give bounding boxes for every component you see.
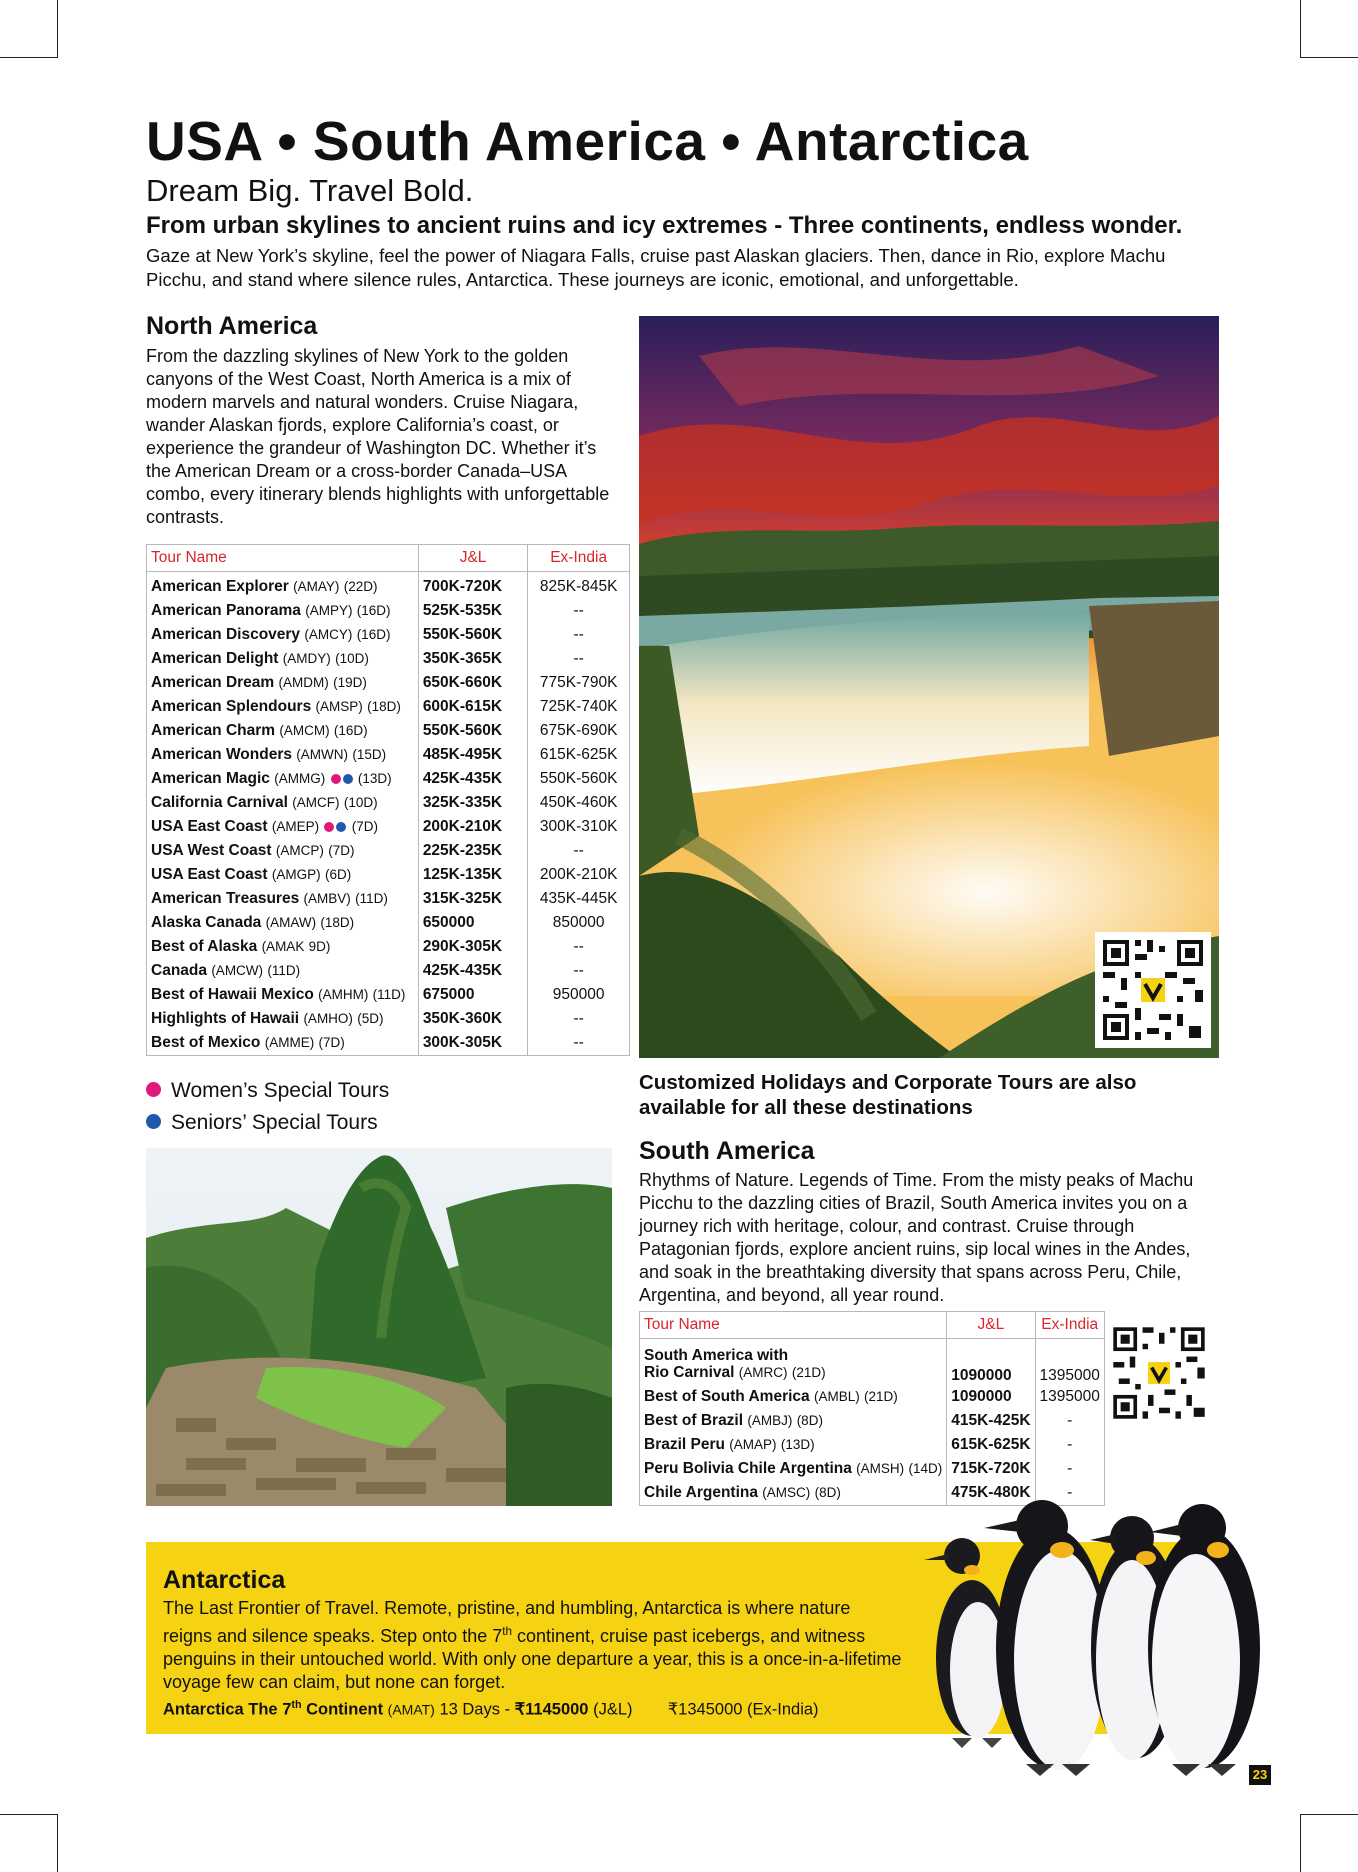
column-header: J&L xyxy=(947,1312,1035,1339)
tour-name-cell xyxy=(147,887,419,911)
crop-mark xyxy=(1300,1814,1301,1872)
tour-days: (19D) xyxy=(333,675,367,690)
north-america-heading: North America xyxy=(146,312,318,340)
tour-name-cell xyxy=(147,623,419,647)
qr-code-icon xyxy=(1095,932,1211,1048)
tour-name-cell xyxy=(147,983,419,1007)
tour-days: (14D) xyxy=(908,1461,943,1476)
ex-india-price-cell: - xyxy=(1035,1409,1104,1433)
table-row xyxy=(147,887,630,911)
ex-india-price-cell: -- xyxy=(528,599,630,623)
ex-india-price-cell: 450K-460K xyxy=(528,791,630,815)
tour-code: (AMCW) xyxy=(211,963,264,978)
crop-mark xyxy=(0,1814,58,1815)
tagline: Dream Big. Travel Bold. xyxy=(146,173,474,208)
tour-days: 13 Days - xyxy=(439,1700,511,1719)
tour-days: (7D) xyxy=(318,1035,345,1050)
tour-code: (AMBJ) xyxy=(747,1413,793,1428)
tour-code: (AMHM) xyxy=(318,987,369,1002)
antarctica-text: The Last Frontier of Travel. Remote, pristine, and humbling, Antarctica is where nature reigns and silence speaks. Step onto the 7 xyxy=(163,1598,851,1646)
tour-name-cell xyxy=(147,743,419,767)
tour-name: American Delight xyxy=(151,650,279,667)
qr-code-south-america[interactable] xyxy=(1106,1320,1212,1426)
tour-name-cell xyxy=(640,1433,947,1457)
antarctica-text: continent, cruise past icebergs, and witness penguins in their untouched world. With only one departure a year, this is a once-in-a-lifetime voyage few can claim, but none can forget. xyxy=(163,1626,902,1692)
price-label: (J&L) xyxy=(593,1700,633,1719)
tour-name: USA East Coast xyxy=(151,866,268,883)
jl-price-cell: 550K-560K xyxy=(418,719,528,743)
table-row xyxy=(147,671,630,695)
tour-name-cell xyxy=(640,1409,947,1433)
tour-name-line: South America with xyxy=(644,1347,789,1364)
jl-price-cell: 475K-480K xyxy=(947,1481,1035,1506)
seniors-special-dot-icon xyxy=(343,774,353,784)
tour-name: Best of South America xyxy=(644,1388,810,1405)
tour-name-cell xyxy=(147,695,419,719)
tour-days: (11D) xyxy=(267,963,301,978)
jl-price-cell: 700K-720K xyxy=(418,572,528,600)
tour-name-cell xyxy=(147,1031,419,1056)
tour-days: (16D) xyxy=(333,723,368,738)
ex-india-price-cell: 825K-845K xyxy=(528,572,630,600)
ex-india-price-cell: -- xyxy=(528,935,630,959)
tour-code: (AMBV) xyxy=(303,891,351,906)
ex-india-price-cell: -- xyxy=(528,623,630,647)
seniors-special-dot-icon xyxy=(336,822,346,832)
jl-price-cell: 550K-560K xyxy=(418,623,528,647)
tour-code: (AMCM) xyxy=(279,723,330,738)
customized-holidays-note: Customized Holidays and Corporate Tours are also available for all these destinations xyxy=(639,1071,1137,1119)
jl-price-cell: 525K-535K xyxy=(418,599,528,623)
tour-name-cell xyxy=(147,839,419,863)
ex-india-price-cell: - xyxy=(1035,1433,1104,1457)
tour-days: (18D) xyxy=(367,699,401,714)
tour-name: Best of Hawaii Mexico xyxy=(151,986,314,1003)
tour-name-cell xyxy=(147,959,419,983)
tour-name: Peru Bolivia Chile Argentina xyxy=(644,1460,852,1477)
jl-price-cell: 425K-435K xyxy=(418,767,528,791)
tour-name-cell xyxy=(147,647,419,671)
jl-price-cell: 350K-360K xyxy=(418,1007,528,1031)
pink-dot-icon xyxy=(146,1082,161,1097)
tour-code: (AMAK xyxy=(261,939,305,954)
machu-picchu-image xyxy=(146,1148,612,1506)
tour-code: (AMSP) xyxy=(315,699,363,714)
ex-india-price-cell: -- xyxy=(528,959,630,983)
tour-code: (AMCP) xyxy=(275,843,324,858)
ex-india-price-cell: 675K-690K xyxy=(528,719,630,743)
ex-india-price-cell: 615K-625K xyxy=(528,743,630,767)
tour-code: (AMEP) xyxy=(271,819,320,834)
south-america-description: Rhythms of Nature. Legends of Time. From the misty peaks of Machu Picchu to the dazzling cities of Brazil, South America invites you on a journey rich with heritage, colour, and contrast. Cruise through Patagonian fjords, explore ancient ruins, sip local wines in the Andes, and soak in the breathtaking diversity that spans across Peru, Chile, Argentina, and beyond, all year round. xyxy=(639,1170,1194,1305)
south-america-tour-table xyxy=(639,1311,1105,1506)
tour-name: Best of Brazil xyxy=(644,1412,744,1429)
page-title: USA • South America • Antarctica xyxy=(146,110,1029,172)
tour-days: (21D) xyxy=(791,1365,826,1380)
ex-india-price-cell: 775K-790K xyxy=(528,671,630,695)
ex-india-price-cell: 850000 xyxy=(528,911,630,935)
table-row xyxy=(147,815,630,839)
price-jl: ₹1145000 xyxy=(514,1700,589,1719)
jl-price-cell: 650000 xyxy=(418,911,528,935)
jl-price-cell: 485K-495K xyxy=(418,743,528,767)
tour-code: (AMME) xyxy=(264,1035,315,1050)
tour-name: Alaska Canada xyxy=(151,914,262,931)
jl-price-cell: 715K-720K xyxy=(947,1457,1035,1481)
qr-code-north-america[interactable] xyxy=(1095,932,1211,1048)
table-row xyxy=(147,647,630,671)
table-row xyxy=(147,1031,630,1056)
womens-special-dot-icon xyxy=(331,774,341,784)
ex-india-price-cell: -- xyxy=(528,839,630,863)
jl-price-cell: 315K-325K xyxy=(418,887,528,911)
womens-special-dot-icon xyxy=(324,822,334,832)
tour-days: (16D) xyxy=(356,627,391,642)
tour-name-cell xyxy=(640,1385,947,1409)
jl-price-cell: 600K-615K xyxy=(418,695,528,719)
tour-name: Continent xyxy=(301,1700,384,1719)
table-row xyxy=(147,863,630,887)
tour-name: Canada xyxy=(151,962,207,979)
jl-price-cell: 1090000 xyxy=(947,1385,1035,1409)
ex-india-price-cell: -- xyxy=(528,1007,630,1031)
tour-days: (11D) xyxy=(372,987,406,1002)
ex-india-price-cell: -- xyxy=(528,1031,630,1056)
table-row xyxy=(147,911,630,935)
table-row xyxy=(147,599,630,623)
tour-name: Brazil Peru xyxy=(644,1436,725,1453)
tour-name: American Discovery xyxy=(151,626,301,643)
crop-mark xyxy=(1300,57,1358,58)
jl-price-cell: 350K-365K xyxy=(418,647,528,671)
crop-mark xyxy=(0,57,58,58)
jl-price-cell: 650K-660K xyxy=(418,671,528,695)
tour-name: American Splendours xyxy=(151,698,312,715)
jl-price-cell: 425K-435K xyxy=(418,959,528,983)
table-row xyxy=(147,719,630,743)
ex-india-price-cell: 1395000 xyxy=(1035,1385,1104,1409)
table-row xyxy=(147,695,630,719)
antarctica-tour-line xyxy=(163,1694,819,1721)
jl-price-cell: 290K-305K xyxy=(418,935,528,959)
crop-mark xyxy=(1300,1814,1358,1815)
tour-days: (8D) xyxy=(814,1485,841,1500)
tour-name-cell xyxy=(147,863,419,887)
tour-days: (10D) xyxy=(343,795,378,810)
jl-price-cell: 1090000 xyxy=(947,1339,1035,1386)
tour-name-cell xyxy=(147,1007,419,1031)
crop-mark xyxy=(1300,0,1301,58)
tour-name: Antarctica The 7 xyxy=(163,1700,292,1719)
ex-india-price-cell: - xyxy=(1035,1457,1104,1481)
tour-days: (13D) xyxy=(357,771,392,786)
table-row xyxy=(640,1339,1105,1386)
ex-india-price-cell: 1395000 xyxy=(1035,1339,1104,1386)
tour-days: (10D) xyxy=(335,651,369,666)
table-row xyxy=(640,1457,1105,1481)
column-header: J&L xyxy=(418,545,528,572)
tour-name: USA East Coast xyxy=(151,818,268,835)
table-row xyxy=(640,1385,1105,1409)
column-header: Ex-India xyxy=(528,545,630,572)
tour-code: (AMAT) xyxy=(387,1701,435,1718)
tour-code: (AMBL) xyxy=(813,1389,860,1404)
ex-india-price-cell: 550K-560K xyxy=(528,767,630,791)
table-row xyxy=(640,1433,1105,1457)
tour-code: (AMPY) xyxy=(305,603,353,618)
tour-code: (AMWN) xyxy=(296,747,349,762)
tour-name: American Explorer xyxy=(151,578,289,595)
tour-name: American Magic xyxy=(151,770,270,787)
legend-women-label: Women’s Special Tours xyxy=(171,1079,390,1102)
superscript: th xyxy=(502,1625,512,1638)
tour-days: (22D) xyxy=(343,579,378,594)
jl-price-cell: 125K-135K xyxy=(418,863,528,887)
ex-india-price-cell: 725K-740K xyxy=(528,695,630,719)
superscript: th xyxy=(291,1699,302,1711)
legend-women xyxy=(146,1078,389,1104)
table-row xyxy=(147,839,630,863)
tour-name-cell xyxy=(147,599,419,623)
tour-name-cell xyxy=(147,767,419,791)
table-row xyxy=(147,791,630,815)
crop-mark xyxy=(57,1814,58,1872)
tour-name: Best of Alaska xyxy=(151,938,258,955)
tour-name: American Charm xyxy=(151,722,276,739)
price-label: (Ex-India) xyxy=(747,1700,819,1719)
antarctica-description xyxy=(163,1597,903,1694)
tour-name-cell xyxy=(147,911,419,935)
tour-name-cell xyxy=(640,1481,947,1506)
table-header-row xyxy=(640,1312,1105,1339)
table-header-row xyxy=(147,545,630,572)
tour-name-line: Rio Carnival xyxy=(644,1364,735,1381)
tour-code: (AMAW) xyxy=(265,915,317,930)
tour-days: (16D) xyxy=(356,603,391,618)
jl-price-cell: 415K-425K xyxy=(947,1409,1035,1433)
table-row xyxy=(147,623,630,647)
tour-name: American Wonders xyxy=(151,746,292,763)
tour-name-cell xyxy=(147,791,419,815)
qr-code-icon xyxy=(1106,1320,1212,1426)
antarctica-heading: Antarctica xyxy=(163,1566,286,1594)
tour-code: (AMCF) xyxy=(292,795,340,810)
tour-name: Highlights of Hawaii xyxy=(151,1010,300,1027)
subtagline: From urban skylines to ancient ruins and icy extremes - Three continents, endless wonder. xyxy=(146,212,1183,239)
intro-paragraph: Gaze at New York’s skyline, feel the power of Niagara Falls, cruise past Alaskan glaciers. Then, dance in Rio, explore Machu Picchu, and stand where silence rules, Antarctica. These journeys are iconic, emotional, and unforgettable. xyxy=(146,245,1166,290)
tour-name: Best of Mexico xyxy=(151,1034,261,1051)
tour-name-cell xyxy=(147,719,419,743)
table-row xyxy=(147,767,630,791)
tour-code: (AMGP) xyxy=(271,867,321,882)
tour-name: American Dream xyxy=(151,674,275,691)
north-america-tour-table xyxy=(146,544,630,1056)
tour-days: (7D) xyxy=(328,843,355,858)
north-america-description: From the dazzling skylines of New York to the golden canyons of the West Coast, North America is a mix of modern marvels and natural wonders. Cruise Niagara, wander Alaskan fjords, explore California’s coast, or experience the grandeur of Washington DC. Whether it’s the American Dream or a cross-border Canada–USA combo, every itinerary blends highlights with unforgettable contrasts. xyxy=(146,346,610,527)
tour-code: (AMDY) xyxy=(282,651,331,666)
legend-seniors-label: Seniors’ Special Tours xyxy=(171,1111,378,1134)
table-row xyxy=(147,1007,630,1031)
ex-india-price-cell: 950000 xyxy=(528,983,630,1007)
tour-code: (AMCY) xyxy=(304,627,353,642)
tour-code: (AMAY) xyxy=(293,579,340,594)
tour-days: (11D) xyxy=(355,891,388,906)
blue-dot-icon xyxy=(146,1114,161,1129)
tour-name: Chile Argentina xyxy=(644,1484,758,1501)
ex-india-price-cell: - xyxy=(1035,1481,1104,1506)
tour-name-cell xyxy=(147,935,419,959)
tour-code: (AMDM) xyxy=(278,675,329,690)
table-row xyxy=(147,743,630,767)
ex-india-price-cell: 300K-310K xyxy=(528,815,630,839)
tour-days: (13D) xyxy=(780,1437,815,1452)
column-header: Tour Name xyxy=(147,545,419,572)
tour-code: (AMRC) xyxy=(738,1365,788,1380)
jl-price-cell: 615K-625K xyxy=(947,1433,1035,1457)
page-number: 23 xyxy=(1249,1765,1271,1785)
tour-code: (AMSC) xyxy=(762,1485,811,1500)
ex-india-price-cell: -- xyxy=(528,647,630,671)
tour-name-cell xyxy=(147,671,419,695)
jl-price-cell: 675000 xyxy=(418,983,528,1007)
tour-days: 9D) xyxy=(308,939,331,954)
ex-india-price-cell: 200K-210K xyxy=(528,863,630,887)
jl-price-cell: 225K-235K xyxy=(418,839,528,863)
south-america-heading: South America xyxy=(639,1137,815,1165)
crop-mark xyxy=(57,0,58,58)
jl-price-cell: 300K-305K xyxy=(418,1031,528,1056)
tour-days: (8D) xyxy=(796,1413,823,1428)
penguins-image xyxy=(912,1498,1272,1782)
jl-price-cell: 200K-210K xyxy=(418,815,528,839)
legend-seniors xyxy=(146,1110,378,1136)
tour-days: (7D) xyxy=(351,819,379,834)
column-header: Ex-India xyxy=(1035,1312,1104,1339)
tour-name: American Treasures xyxy=(151,890,300,907)
tour-code: (AMAP) xyxy=(729,1437,777,1452)
table-row xyxy=(147,983,630,1007)
tour-name-cell xyxy=(640,1339,947,1386)
price-ex-india: ₹1345000 xyxy=(667,1700,743,1719)
tour-code: (AMHO) xyxy=(303,1011,353,1026)
tour-code: (AMMG) xyxy=(274,771,326,786)
table-row xyxy=(640,1409,1105,1433)
table-row xyxy=(147,572,630,600)
tour-days: (18D) xyxy=(320,915,355,930)
tour-days: (21D) xyxy=(864,1389,898,1404)
jl-price-cell: 325K-335K xyxy=(418,791,528,815)
table-row xyxy=(147,935,630,959)
tour-name: USA West Coast xyxy=(151,842,272,859)
tour-code: (AMSH) xyxy=(856,1461,905,1476)
table-row xyxy=(147,959,630,983)
ex-india-price-cell: 435K-445K xyxy=(528,887,630,911)
tour-name-cell xyxy=(147,572,419,600)
tour-days: (5D) xyxy=(357,1011,384,1026)
column-header: Tour Name xyxy=(640,1312,947,1339)
tour-name: American Panorama xyxy=(151,602,301,619)
tour-name-cell xyxy=(147,815,419,839)
tour-name: California Carnival xyxy=(151,794,288,811)
tour-days: (15D) xyxy=(352,747,387,762)
tour-days: (6D) xyxy=(324,867,352,882)
tour-name-cell xyxy=(640,1457,947,1481)
